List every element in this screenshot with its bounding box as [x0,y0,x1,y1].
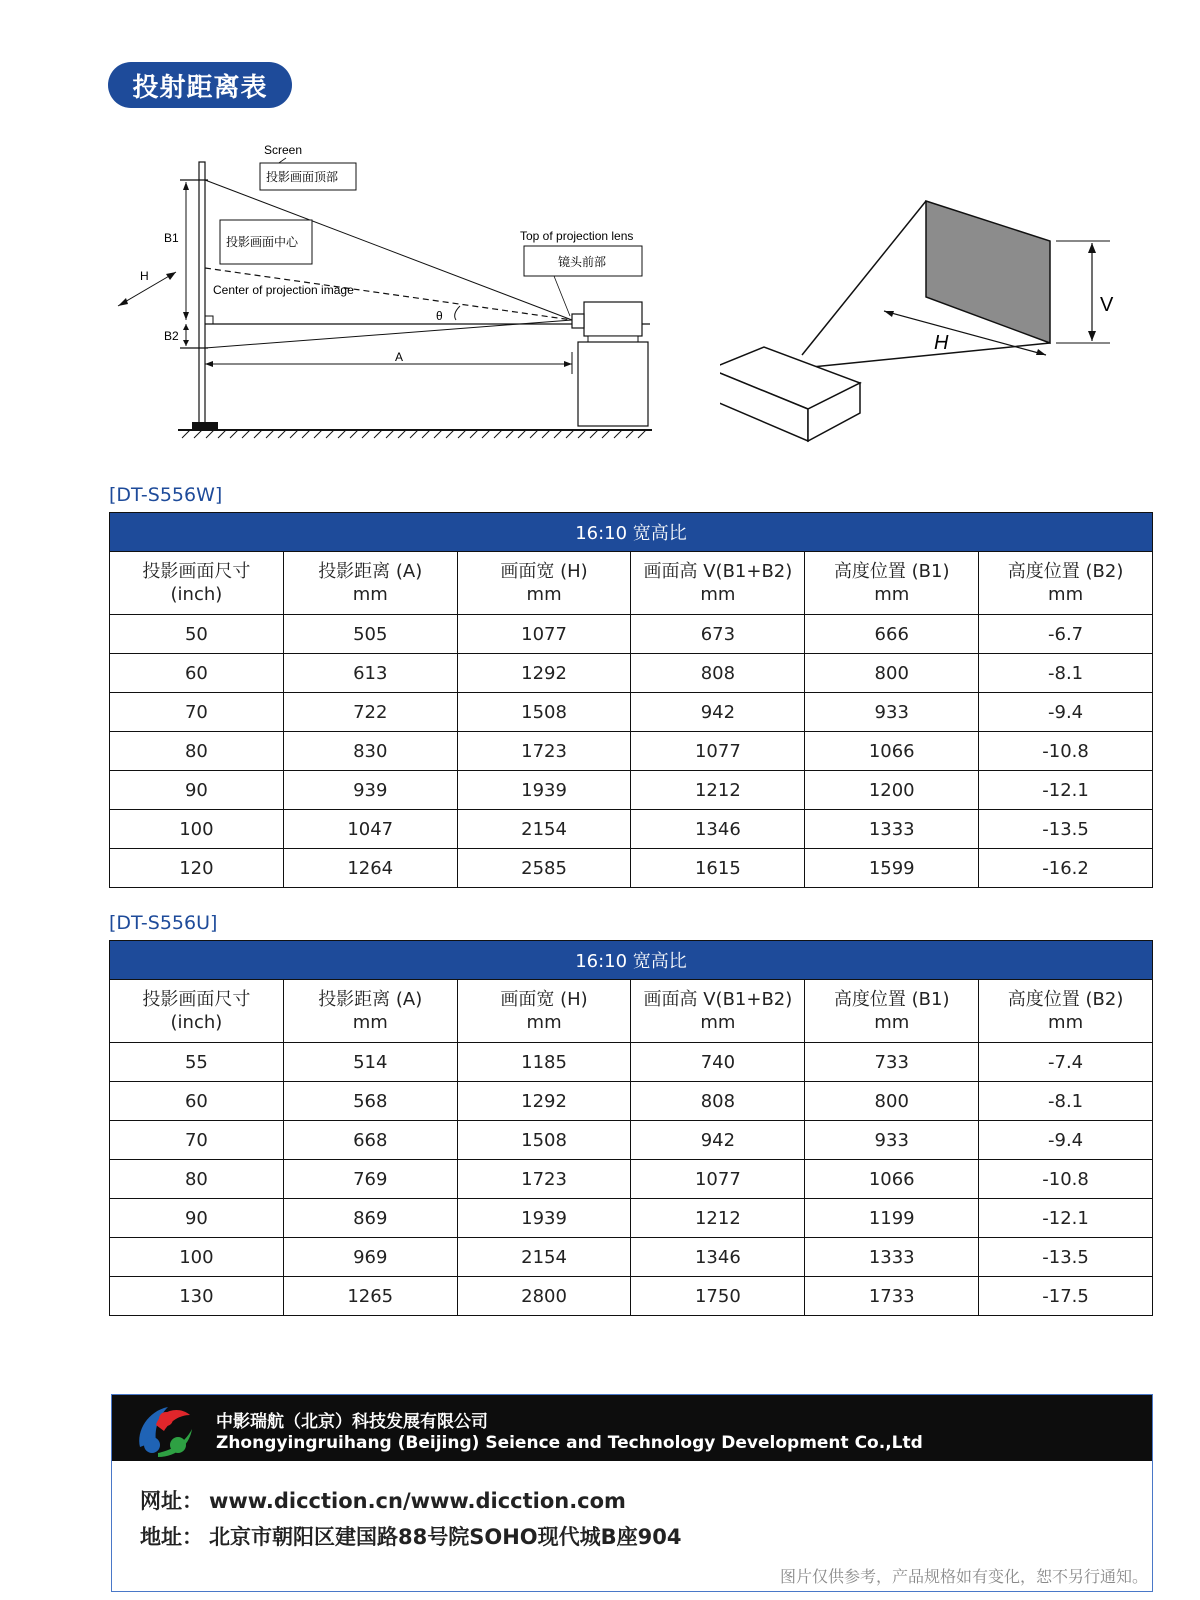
center-of-image-label: Center of projection image [213,283,354,297]
table-cell: 60 [110,1082,284,1121]
table-cell: -17.5 [979,1277,1153,1316]
table-cell: 1066 [805,732,979,771]
website-line [140,1485,626,1515]
table-cell: 1199 [805,1199,979,1238]
theta-label: θ [436,309,443,323]
table-cell: 505 [283,615,457,654]
table-cell: 100 [110,1238,284,1277]
throw-distance-table-s556w [109,512,1153,888]
website-label: 网址： [140,1489,203,1513]
table-row [110,1043,1153,1082]
table-cell: 1750 [631,1277,805,1316]
table-cell: 2154 [457,1238,631,1277]
company-name-cn: 中影瑞航（北京）科技发展有限公司 [216,1412,488,1432]
projection-perspective-diagram [720,195,1130,455]
table-cell: 1292 [457,654,631,693]
column-header: 画面高 V(B1+B2) mm [631,980,805,1043]
website-link[interactable]: www.dicction.cn/www.dicction.com [209,1489,626,1513]
table-row [110,1277,1153,1316]
table-cell: 808 [631,654,805,693]
address-line [140,1521,681,1551]
table-cell: 733 [805,1043,979,1082]
table-cell: -13.5 [979,1238,1153,1277]
table-cell: 1333 [805,1238,979,1277]
table-cell: 800 [805,1082,979,1121]
column-header: 画面宽 (H) mm [457,980,631,1043]
table-cell: 1508 [457,693,631,732]
table-cell: 50 [110,615,284,654]
table-cell: 2585 [457,849,631,888]
table-cell: -7.4 [979,1043,1153,1082]
table-row [110,771,1153,810]
table-cell: 1185 [457,1043,631,1082]
table-row [110,1199,1153,1238]
b2-label: B2 [164,329,179,343]
table-cell: 1723 [457,1160,631,1199]
table-cell: 1615 [631,849,805,888]
h-axis-label: H [934,332,949,354]
table-header-row [110,980,1153,1043]
column-header: 画面高 V(B1+B2) mm [631,552,805,615]
table-cell: 1723 [457,732,631,771]
column-header: 高度位置 (B1) mm [805,980,979,1043]
lens-front-label: 镜头前部 [558,255,607,269]
column-header: 投影距离 (A) mm [283,552,457,615]
company-footer [111,1394,1153,1592]
table-header-row [110,552,1153,615]
table-cell: 1200 [805,771,979,810]
table-cell: -10.8 [979,1160,1153,1199]
table-cell: 70 [110,693,284,732]
table-row [110,1160,1153,1199]
table-cell: 568 [283,1082,457,1121]
column-header: 投影距离 (A) mm [283,980,457,1043]
lens-top-label: Top of projection lens [520,229,634,243]
table-cell: 55 [110,1043,284,1082]
table-cell: 80 [110,732,284,771]
table-cell: 1077 [631,732,805,771]
table-cell: 1265 [283,1277,457,1316]
table-cell: 130 [110,1277,284,1316]
table-cell: 90 [110,1199,284,1238]
table-cell: 969 [283,1238,457,1277]
table-cell: 1292 [457,1082,631,1121]
table-cell: 70 [110,1121,284,1160]
table-cell: -6.7 [979,615,1153,654]
table-cell: 80 [110,1160,284,1199]
table-cell: 668 [283,1121,457,1160]
table-cell: 722 [283,693,457,732]
company-banner [112,1395,1152,1461]
table-row [110,1121,1153,1160]
table-cell: 942 [631,693,805,732]
table-cell: 60 [110,654,284,693]
table-cell: 514 [283,1043,457,1082]
screen-top-label: 投影画面顶部 [266,170,339,184]
table-cell: 1047 [283,810,457,849]
table-cell: 100 [110,810,284,849]
column-header: 高度位置 (B1) mm [805,552,979,615]
table-cell: 1939 [457,1199,631,1238]
table-cell: 120 [110,849,284,888]
table-cell: 1212 [631,771,805,810]
table-cell: -12.1 [979,771,1153,810]
table-cell: 769 [283,1160,457,1199]
table-cell: 1939 [457,771,631,810]
table-row [110,810,1153,849]
table-cell: -16.2 [979,849,1153,888]
table-row [110,849,1153,888]
disclaimer-text: 图片仅供参考，产品规格如有变化，恕不另行通知。 [779,1567,1148,1586]
a-label: A [395,350,404,364]
address-label: 地址： [140,1525,203,1549]
column-header: 投影画面尺寸 (inch) [110,552,284,615]
table-cell: 1077 [457,615,631,654]
page-title: 投射距离表 [108,62,292,108]
table-cell: -13.5 [979,810,1153,849]
table-row [110,693,1153,732]
table-cell: 1077 [631,1160,805,1199]
table-cell: 2800 [457,1277,631,1316]
table-cell: 933 [805,693,979,732]
projection-distance-diagram [110,138,670,448]
table-cell: -9.4 [979,693,1153,732]
table-cell: 1508 [457,1121,631,1160]
table-row [110,1238,1153,1277]
address-text: 北京市朝阳区建国路88号院SOHO现代城B座904 [209,1525,682,1549]
h-label: H [140,269,149,283]
table-cell: 1333 [805,810,979,849]
table-row [110,654,1153,693]
table-cell: 740 [631,1043,805,1082]
table-cell: 666 [805,615,979,654]
throw-distance-table-s556u [109,940,1153,1316]
table-cell: 2154 [457,810,631,849]
table-row [110,1082,1153,1121]
table-cell: -10.8 [979,732,1153,771]
table-cell: 869 [283,1199,457,1238]
table-row [110,615,1153,654]
column-header: 高度位置 (B2) mm [979,552,1153,615]
company-name-en: Zhongyingruihang (Beijing) Seience and Technology Development Co.,Ltd [216,1433,923,1453]
model-label-s556u: [DT-S556U] [109,912,218,934]
table-cell: 1346 [631,1238,805,1277]
aspect-ratio-header: 16:10 宽高比 [110,941,1153,980]
table-cell: 90 [110,771,284,810]
table-cell: 1346 [631,810,805,849]
table-cell: 800 [805,654,979,693]
table-cell: 939 [283,771,457,810]
table-cell: 1264 [283,849,457,888]
table-cell: 830 [283,732,457,771]
company-logo-icon [134,1401,196,1459]
column-header: 投影画面尺寸 (inch) [110,980,284,1043]
table-cell: 933 [805,1121,979,1160]
table-cell: 1066 [805,1160,979,1199]
table-row [110,732,1153,771]
v-axis-label: V [1100,294,1114,316]
model-label-s556w: [DT-S556W] [109,484,223,506]
table-cell: -8.1 [979,654,1153,693]
table-cell: 942 [631,1121,805,1160]
table-cell: 613 [283,654,457,693]
column-header: 画面宽 (H) mm [457,552,631,615]
b1-label: B1 [164,231,179,245]
table-cell: 673 [631,615,805,654]
screen-label: Screen [264,143,303,157]
table-cell: -9.4 [979,1121,1153,1160]
table-cell: 1733 [805,1277,979,1316]
table-cell: -12.1 [979,1199,1153,1238]
table-cell: 808 [631,1082,805,1121]
screen-center-label: 投影画面中心 [226,235,299,249]
aspect-ratio-header: 16:10 宽高比 [110,513,1153,552]
table-cell: -8.1 [979,1082,1153,1121]
table-cell: 1599 [805,849,979,888]
table-cell: 1212 [631,1199,805,1238]
column-header: 高度位置 (B2) mm [979,980,1153,1043]
